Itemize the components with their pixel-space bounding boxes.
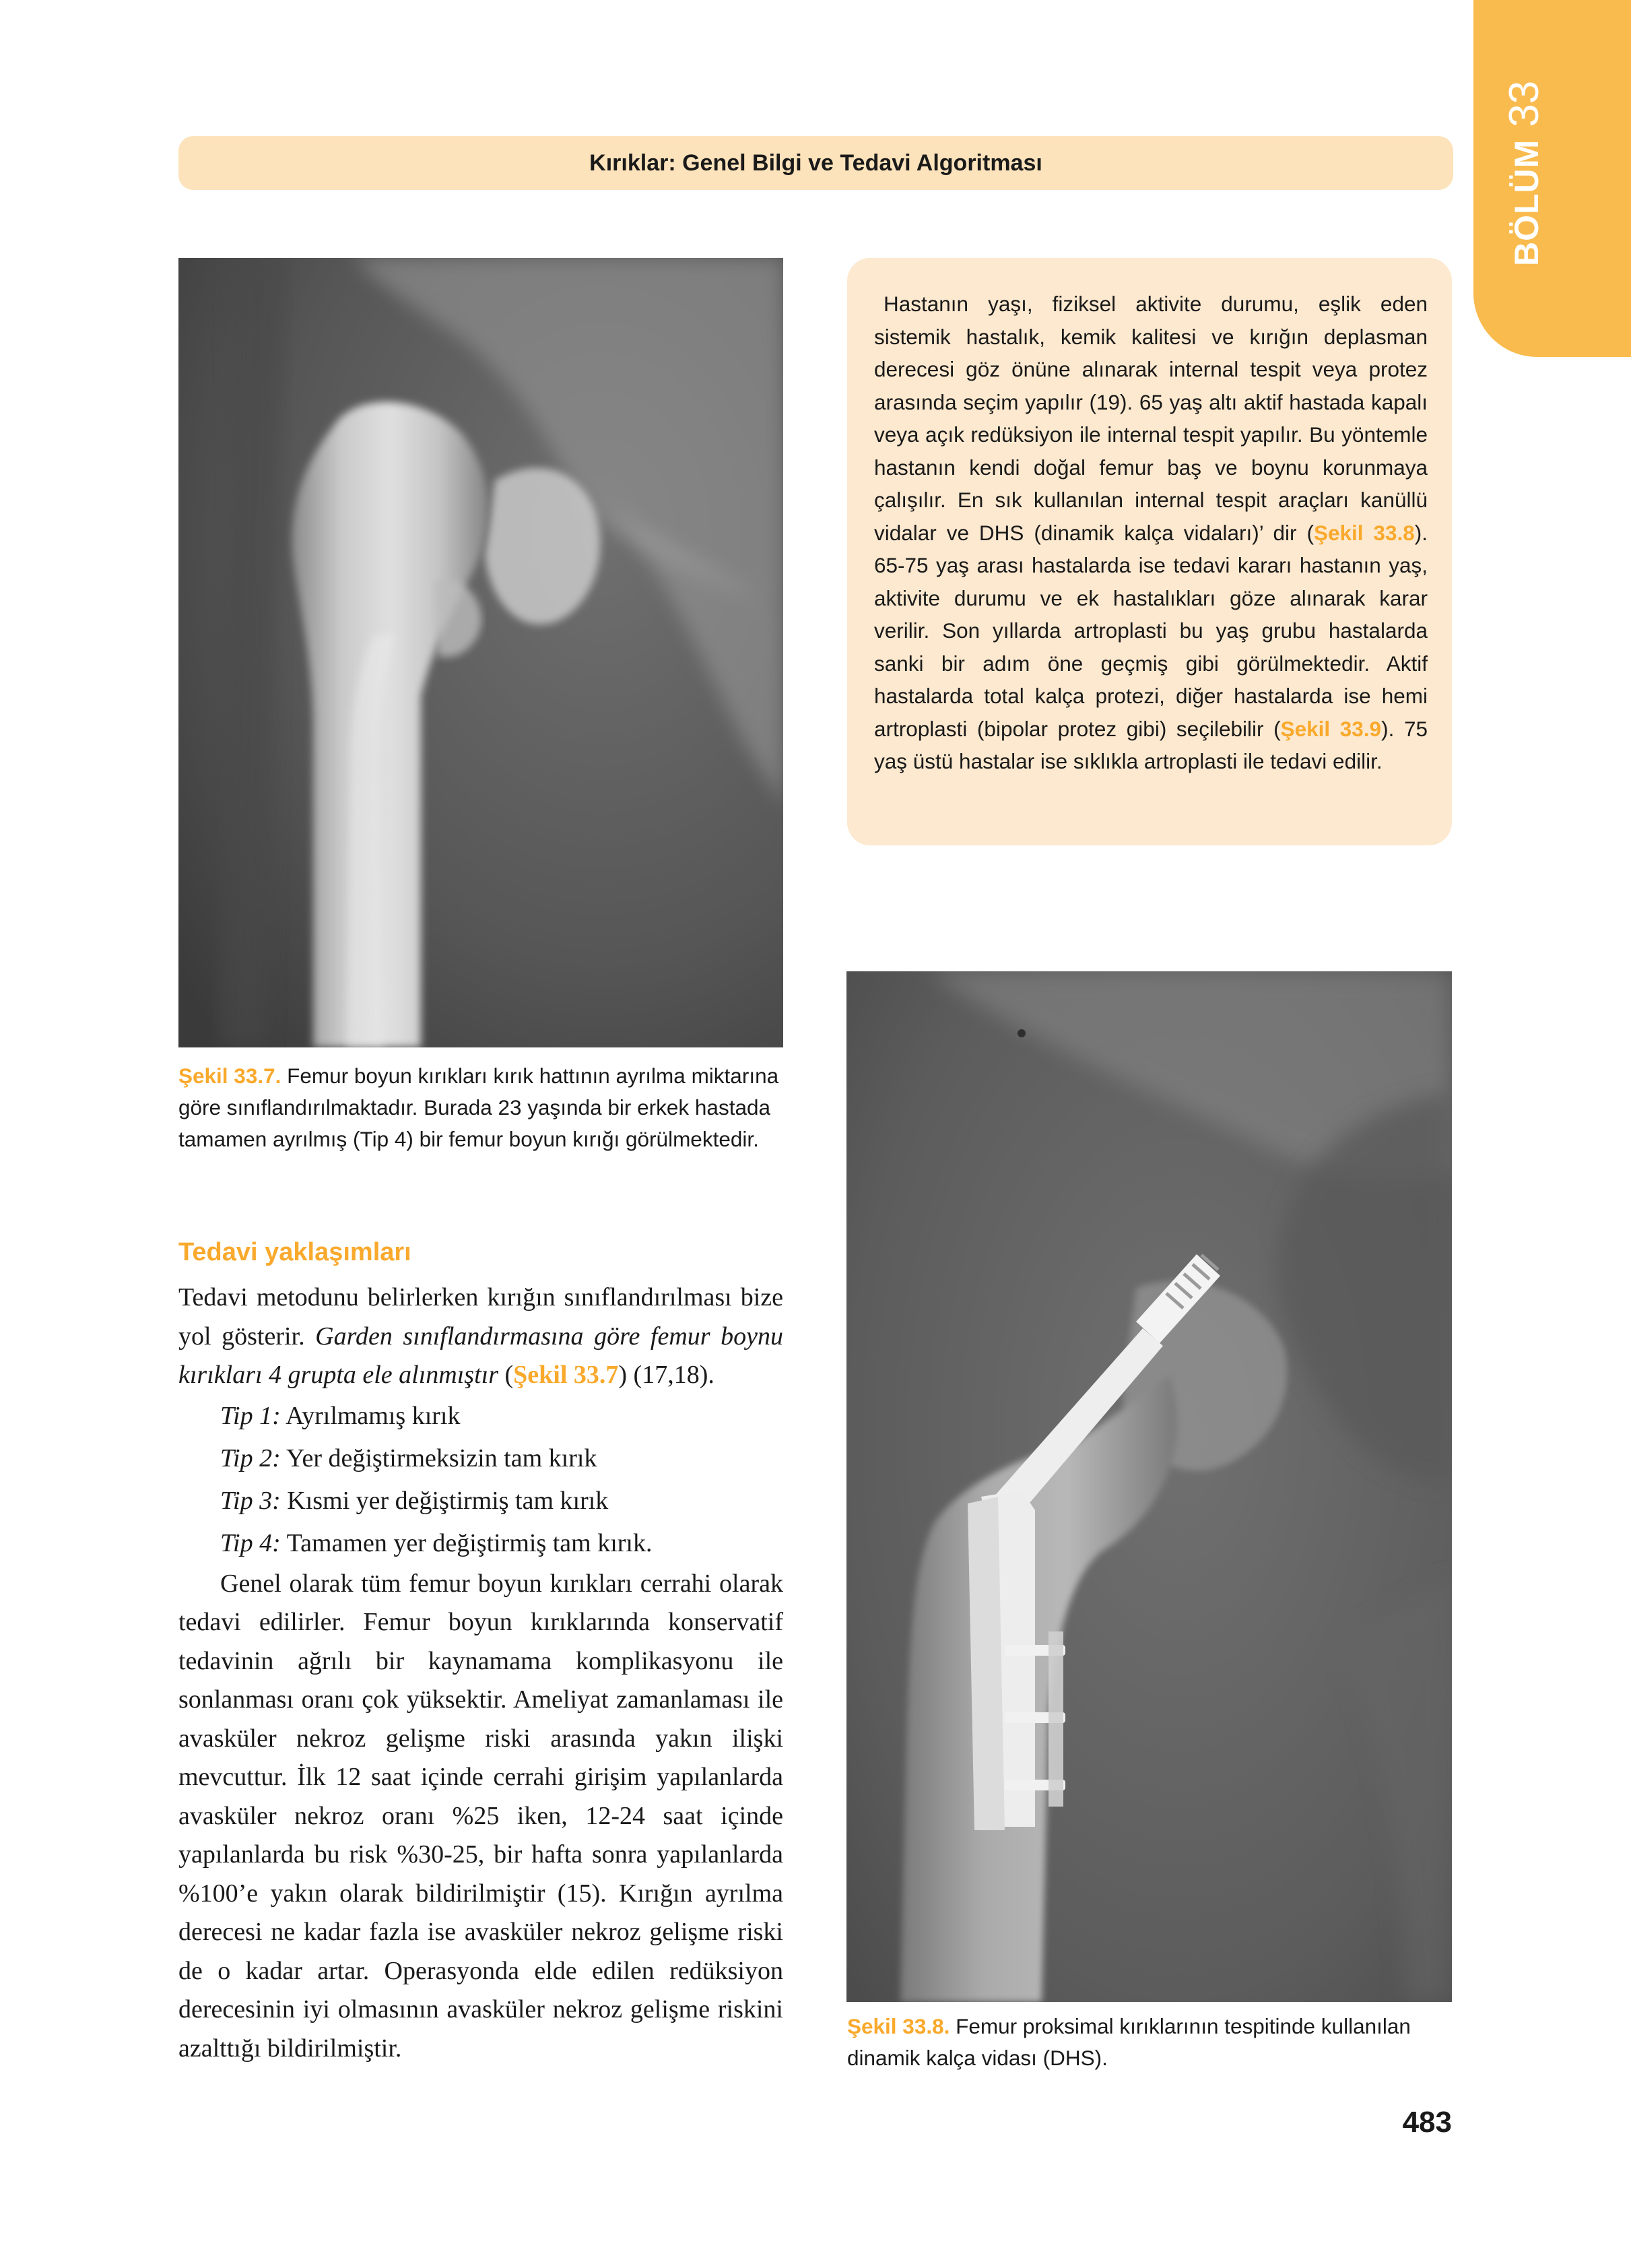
tip-text: Yer değiştirmeksizin tam kırık [280, 1444, 597, 1472]
running-header [178, 136, 1453, 190]
tip-label: Tip 4: [220, 1528, 281, 1557]
figure-reference-33-9[interactable]: Şekil 33.9 [1280, 716, 1382, 741]
intro-paren: ( [498, 1361, 514, 1389]
body-paragraph: Genel olarak tüm femur boyun kırıkları cerrahi olarak tedavi edilirler. Femur boyun kırıklarında konservatif tedavinin ağrılı bir kaynamama komplikasyonu ile sonlanması oranı çok yüksektir. Ameliyat zamanlaması ile avasküler nekroz gelişme riski arasında yakın ilişki mevcuttur. İlk 12 saat içinde cerrahi girişim yapılanlarda avasküler nekroz oranı %25 iken, 12-24 saat içinde yapılanlarda bu risk %30-25, bir hafta sonra yapılanlarda %100’e yakın olarak bildirilmiştir (15). Kırığın ayrılma derecesi ne kadar fazla ise avasküler nekroz gelişme riski de o kadar artar. Operasyonda elde edilen redüksiyon derecesinin iyi olmasının avasküler nekroz gelişme riskini azalttığı bildirilmiştir. [178, 1569, 783, 2063]
intro-text: Tedavi metodunu belirlerken kırığın sınıflandırılması bize yol gösterir. [178, 1283, 783, 1351]
figure-33-8-caption-text: Femur proksimal kırıklarının tespitinde kullanılan dinamik kalça vidası (DHS). [847, 2014, 1411, 2070]
tip-text: Kısmi yer değiştirmiş tam kırık [280, 1486, 609, 1515]
tip-text: Tamamen yer değiştirmiş tam kırık. [280, 1528, 653, 1557]
figure-reference-33-8[interactable]: Şekil 33.8 [1313, 520, 1415, 545]
figure-33-7-xray [178, 258, 783, 1047]
tip-item [178, 1437, 783, 1480]
section-body [178, 1278, 783, 2068]
tip-item [178, 1480, 783, 1522]
tip-text: Ayrılmamış kırık [280, 1401, 461, 1430]
tip-item [178, 1522, 783, 1565]
figure-reference-33-7[interactable]: Şekil 33.7 [513, 1361, 619, 1389]
figure-33-8-caption [847, 2011, 1453, 2074]
chapter-word: BÖLÜM [1508, 139, 1545, 266]
intro-italic-text: Garden sınıflandırmasına göre femur boynu kırıkları 4 grupta ele alınmıştır [178, 1322, 783, 1389]
intro-paragraph [178, 1278, 783, 1395]
callout-segment: Hastanın yaşı, fiziksel aktivite durumu, eşlik eden sistemik hastalık, kemik kalitesi ve kırığın deplasman derecesi göz önüne alınarak internal tespit veya protez arasında seçim yapılır (19). 65 yaş altı aktif hastada kapalı veya açık redüksiyon ile internal tespit yapılır. Bu yöntemle hastanın kendi doğal femur baş ve boynu korunmaya çalışılır. En sık kullanılan internal tespit araçları kanüllü vidalar ve DHS (dinamik kalça vidaları)’ dir ( [874, 292, 1428, 545]
intro-citation: ) (17,18). [618, 1361, 714, 1389]
tip-label: Tip 3: [220, 1486, 281, 1515]
page-number: 483 [1402, 2106, 1452, 2139]
callout-segment: ). 65-75 yaş arası hastalarda ise tedavi kararı hastanın yaş, aktivite durumu ve ek hastalıkları göze alınarak karar verilir. Son yıllarda artroplasti bu yaş grubu hastalarda sanki bir adım öne geçmiş gibi görülmektedir. Aktif hastalarda total kalça protezi, diğer hastalarda ise hemi artroplasti (bipolar protez gibi) seçilebilir ( [874, 520, 1428, 741]
figure-33-7-label: Şekil 33.7. [178, 1064, 281, 1088]
callout-segment: ). 75 yaş üstü hastalar ise sıklıkla artroplasti ile tedavi edilir. [874, 716, 1428, 773]
tip-label: Tip 1: [220, 1401, 281, 1430]
figure-33-7-caption-text: Femur boyun kırıkları kırık hattının ayrılma miktarına göre sınıflandırılmaktadır. Burada 23 yaşında bir erkek hastada tamamen ayrılmış (Tip 4) bir femur boyun kırığı görülmektedir. [178, 1064, 779, 1151]
section-heading: Tedavi yaklaşımları [178, 1238, 411, 1266]
callout-text [874, 288, 1428, 778]
chapter-number: 33 [1501, 80, 1547, 127]
tip-item [178, 1395, 783, 1437]
figure-33-7-caption [178, 1060, 783, 1155]
figure-33-8-label: Şekil 33.8. [847, 2014, 950, 2038]
info-callout [847, 258, 1452, 845]
figure-33-8-xray [846, 971, 1452, 2002]
chapter-label [1500, 80, 1574, 266]
tip-label: Tip 2: [220, 1444, 281, 1472]
running-header-title: Kırıklar: Genel Bilgi ve Tedavi Algoritması [589, 150, 1042, 176]
